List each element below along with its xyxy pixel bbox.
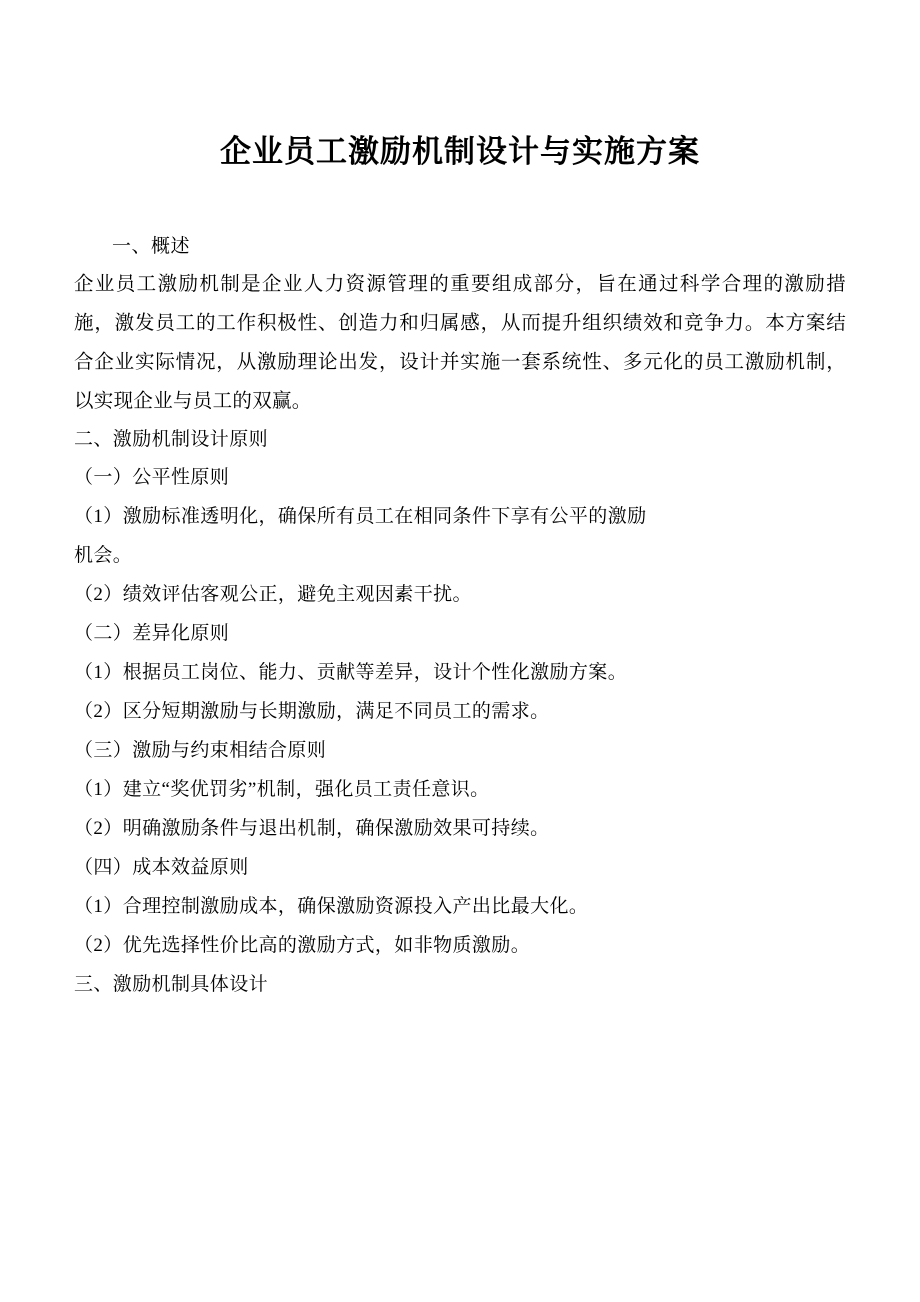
principle-item: （1）建立“奖优罚劣”机制，强化员工责任意识。 [74, 778, 490, 800]
principle-item: （2）明确激励条件与退出机制，确保激励效果可持续。 [74, 817, 550, 839]
principle-item: （1）合理控制激励成本，确保激励资源投入产出比最大化。 [74, 895, 589, 917]
overview-paragraph: 企业员工激励机制是企业人力资源管理的重要组成部分，旨在通过科学合理的激励措施，激发员工的工作积极性、创造力和归属感，从而提升组织绩效和竞争力。本方案结合企业实际情况，从激励理论出发，设计并实施一套系统性、多元化的员工激励机制，以实现企业与员工的双赢。 [74, 273, 846, 413]
section-heading-principles: 二、激励机制设计原则 [74, 429, 269, 451]
principle-group-2 [74, 615, 846, 732]
principle-item: （1）根据员工岗位、能力、贡献等差异，设计个性化激励方案。 [74, 662, 628, 684]
principle-heading: （二）差异化原则 [74, 623, 230, 645]
principle-item: （2）绩效评估客观公正，避免主观因素干扰。 [74, 584, 472, 606]
principle-group-4 [74, 849, 846, 966]
principle-group-3 [74, 732, 846, 849]
principle-heading: （四）成本效益原则 [74, 856, 249, 878]
section-heading-design: 三、激励机制具体设计 [74, 973, 269, 995]
principle-heading: （一）公平性原则 [74, 467, 230, 489]
principle-item: （1）激励标准透明化，确保所有员工在相同条件下享有公平的激励 [74, 506, 647, 528]
principle-group-1 [74, 459, 846, 615]
principle-item: （2）区分短期激励与长期激励，满足不同员工的需求。 [74, 700, 550, 722]
principle-item: （2）优先选择性价比高的激励方式，如非物质激励。 [74, 934, 531, 956]
principle-item-continuation: 机会。 [74, 545, 133, 567]
principle-heading: （三）激励与约束相结合原则 [74, 739, 327, 761]
section-heading-overview: 一、概述 [112, 236, 191, 258]
page-title: 企业员工激励机制设计与实施方案 [220, 134, 700, 169]
